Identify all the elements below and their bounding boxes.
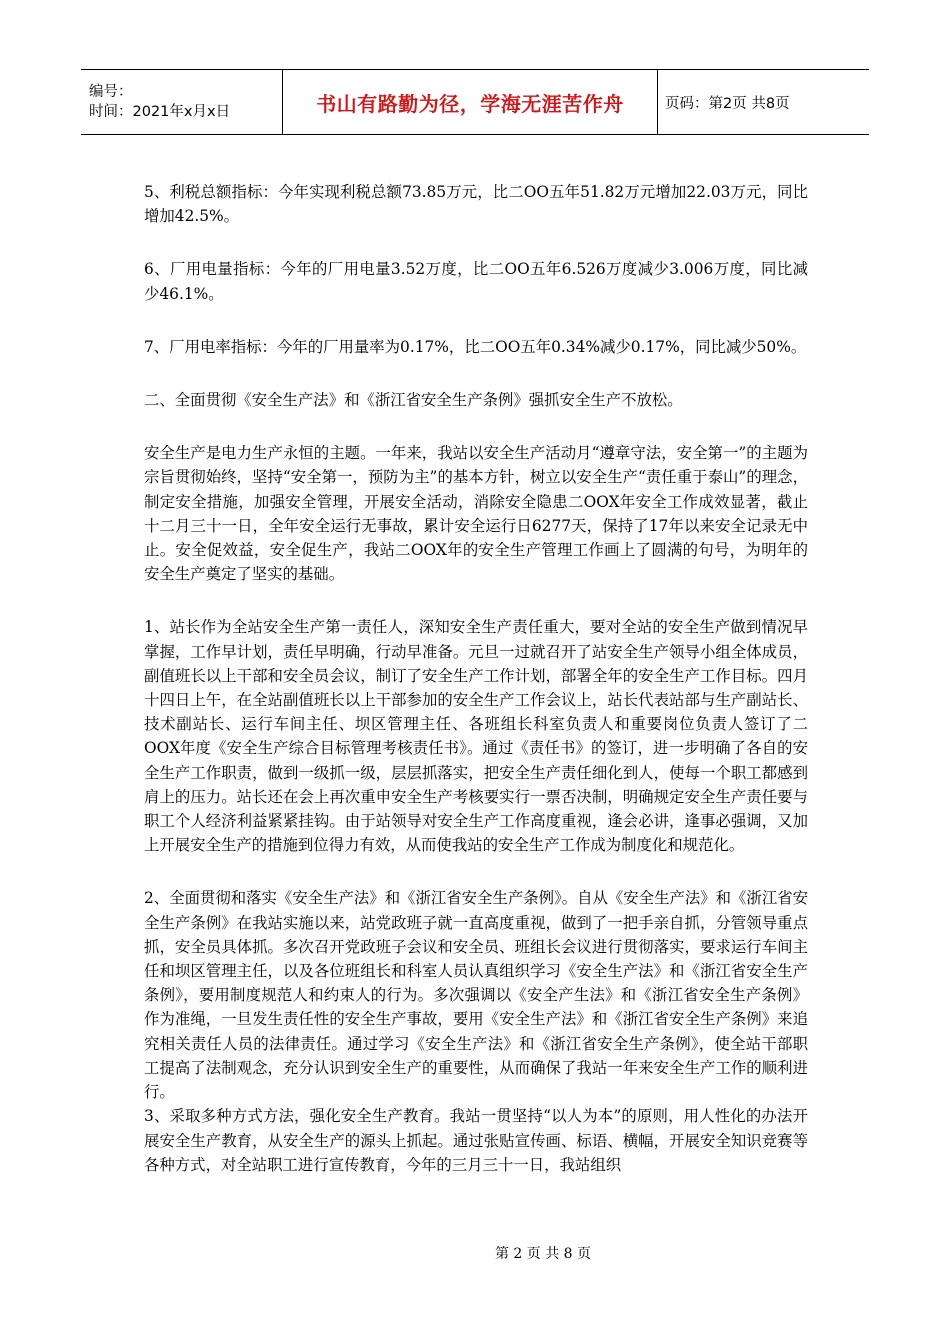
page-info: 页码：第2页 共8页 [665, 95, 790, 112]
paragraph-safety-intro: 安全生产是电力生产永恒的主题。一年来，我站以安全生产活动月“遵章守法，安全第一”的主题为宗旨贯彻始终，坚持“安全第一，预防为主”的基本方针，树立以安全生产“责任重于泰山”的理念，制定安全措施，加强安全管理，开展安全活动，消除安全隐患二OOX年安全工作成效显著，截止十二月三十一日，全年安全运行无事故，累计安全运行日6277天，保持了17年以来安全记录无中止。安全促效益，安全促生产，我站二OOX年的安全生产管理工作画上了圆满的句号，为明年的安全生产奠定了坚实的基础。 [144, 444, 808, 584]
document-body [144, 180, 808, 1177]
header-page-cell [658, 70, 869, 134]
paragraph-item-1: 1、站长作为全站安全生产第一责任人，深知安全生产责任重大，要对全站的安全生产做到情况早掌握，工作早计划，责任早明确，行动早准备。元旦一过就召开了站安全生产领导小组全体成员，副值班长以上干部和安全员会议，制订了安全生产工作计划，部署全年的安全生产工作目标。四月十四日上午，在全站副值班长以上干部参加的安全生产工作会议上，站长代表站部与生产副站长、技术副站长、运行车间主任、坝区管理主任、各班组长科室负责人和重要岗位负责人签订了二OOX年度《安全生产综合目标管理考核责任书》。通过《责任书》的签订，进一步明确了各自的安全生产工作职责，做到一级抓一级，层层抓落实，把安全生产责任细化到人，使每一个职工都感到肩上的压力。站长还在会上再次重申安全生产考核要实行一票否决制，明确规定安全生产责任要与职工个人经济利益紧紧挂钩。由于站领导对安全生产工作高度重视，逢会必讲，逢事必强调，又加上开展安全生产的措施到位得力有效，从而使我站的安全生产工作成为制度化和规范化。 [144, 618, 808, 855]
paragraph-tax-indicator: 5、利税总额指标：今年实现利税总额73.85万元，比二OO五年51.82万元增加22.03万元，同比增加42.5%。 [144, 183, 808, 226]
paragraph-item-3: 3、采取多种方式方法，强化安全生产教育。我站一贯坚持“以人为本”的原则，用人性化的办法开展安全生产教育，从安全生产的源头上抓起。通过张贴宣传画、标语、横幅，开展安全知识竞赛等各种方式，对全站职工进行宣传教育，今年的三月三十一日，我站组织 [144, 1107, 808, 1174]
section-heading: 二、全面贯彻《安全生产法》和《浙江省安全生产条例》强抓安全生产不放松。 [144, 391, 683, 410]
page-header [81, 69, 869, 135]
header-motto-cell [283, 70, 658, 134]
date-label: 时间：2021年x月x日 [89, 104, 231, 120]
paragraph-item-2: 2、全面贯彻和落实《安全生产法》和《浙江省安全生产条例》。自从《安全生产法》和《浙江省安全生产条例》在我站实施以来，站党政班子就一直高度重视，做到了一把手亲自抓，分管领导重点抓，安全员具体抓。多次召开党政班子会议和安全员、班组长会议进行贯彻落实，要求运行车间主任和坝区管理主任，以及各位班组长和科室人员认真组织学习《安全生产法》和《浙江省安全生产条例》，要用制度规范人和约束人的行为。多次强调以《安全产生法》和《浙江省安全生产条例》作为准绳，一旦发生责任性的安全生产事故，要用《安全生产法》和《浙江省安全生产条例》来追究相关责任人员的法律责任。通过学习《安全生产法》和《浙江省安全生产条例》，使全站干部职工提高了法制观念，充分认识到安全生产的重要性，从而确保了我站一年来安全生产工作的顺利进行。 [144, 889, 808, 1102]
page-footer: 第 2 页 共 8 页 [494, 1246, 592, 1262]
motto-text: 书山有路勤为径，学海无涯苦作舟 [316, 91, 624, 116]
paragraph-power-usage: 6、厂用电量指标：今年的厂用电量3.52万度，比二OO五年6.526万度减少3.006万度，同比减少46.1%。 [144, 260, 808, 303]
paragraph-power-rate: 7、厂用电率指标：今年的厂用量率为0.17%，比二OO五年0.34%减少0.17%，同比减少50%。 [144, 337, 807, 356]
serial-label: 编号： [89, 84, 133, 100]
header-meta-cell [81, 70, 283, 134]
